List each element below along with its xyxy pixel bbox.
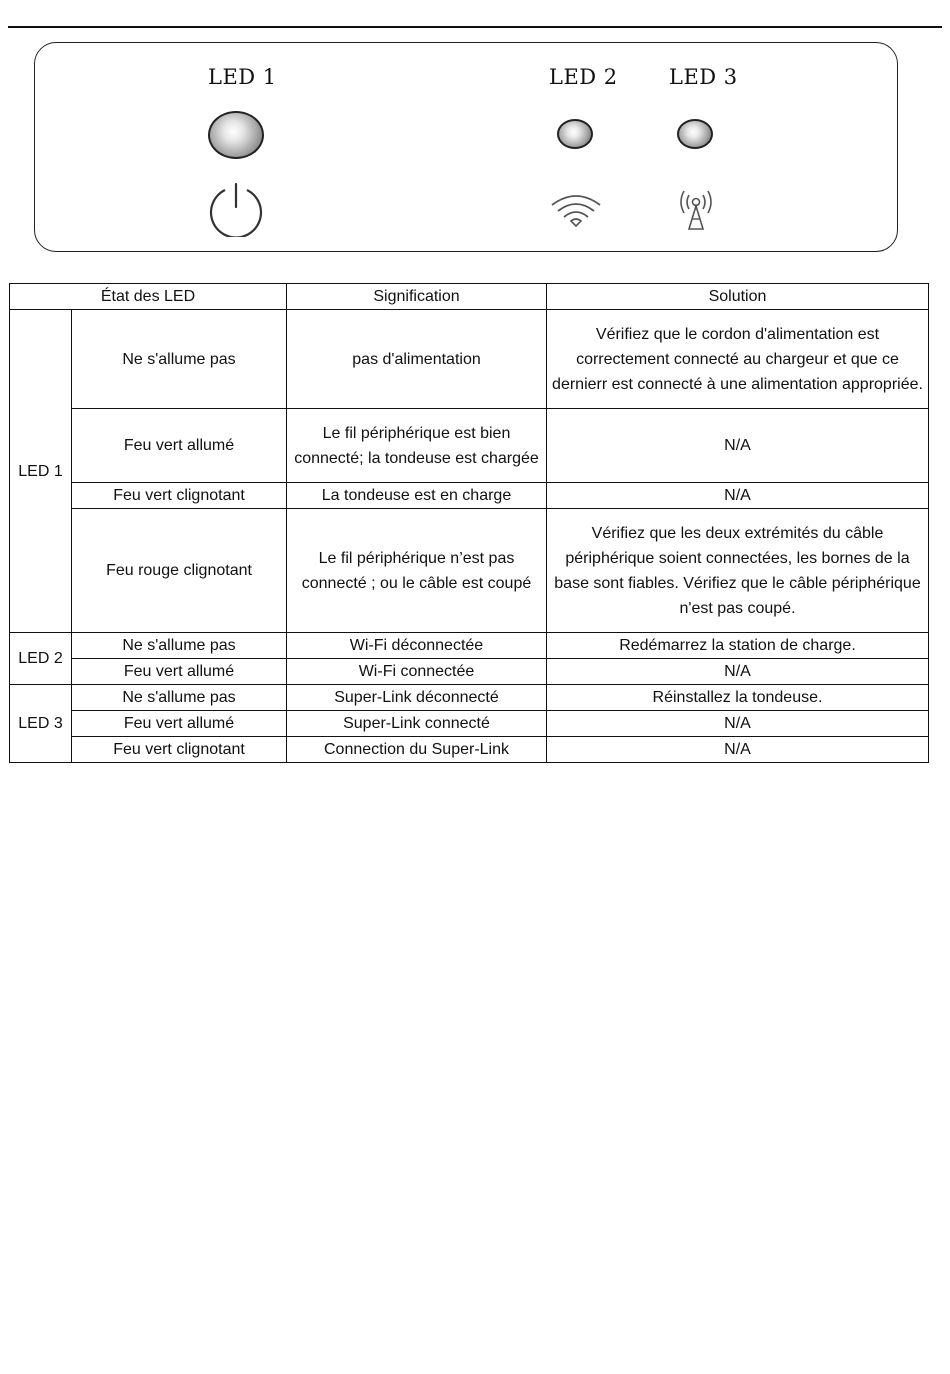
solution-cell: Vérifiez que le cordon d'alimentation est correctement connecté au chargeur et que ce dernierr est connecté à une alimentation appropriée. (547, 310, 929, 409)
charging-station-panel (34, 42, 898, 252)
state-cell: Ne s'allume pas (72, 310, 287, 409)
header-solution: Solution (547, 284, 929, 310)
solution-cell: Réinstallez la tondeuse. (547, 685, 929, 711)
led-2-label: LED 2 (549, 65, 618, 89)
meaning-cell: Super-Link déconnecté (287, 685, 547, 711)
meaning-cell: Wi-Fi déconnectée (287, 633, 547, 659)
solution-cell: N/A (547, 659, 929, 685)
table-row (10, 509, 929, 633)
state-cell: Feu vert allumé (72, 659, 287, 685)
table-row (10, 483, 929, 509)
meaning-cell: Le fil périphérique est bien connecté; la tondeuse est chargée (287, 409, 547, 483)
table-row (10, 685, 929, 711)
header-meaning: Signification (287, 284, 547, 310)
table-row (10, 711, 929, 737)
led-group-label: LED 1 (10, 310, 72, 633)
led-3-light (677, 119, 713, 149)
meaning-cell: Connection du Super-Link (287, 737, 547, 763)
state-cell: Feu vert allumé (72, 409, 287, 483)
top-rule (8, 26, 942, 28)
state-cell: Feu vert clignotant (72, 737, 287, 763)
table-row (10, 409, 929, 483)
meaning-cell: La tondeuse est en charge (287, 483, 547, 509)
led-2-light (557, 119, 593, 149)
meaning-cell: Wi-Fi connectée (287, 659, 547, 685)
solution-cell: Redémarrez la station de charge. (547, 633, 929, 659)
solution-cell: N/A (547, 483, 929, 509)
state-cell: Feu rouge clignotant (72, 509, 287, 633)
state-cell: Feu vert allumé (72, 711, 287, 737)
led-1-label: LED 1 (208, 65, 277, 89)
solution-cell: N/A (547, 711, 929, 737)
led-group-label: LED 2 (10, 633, 72, 685)
solution-cell: N/A (547, 737, 929, 763)
state-cell: Feu vert clignotant (72, 483, 287, 509)
table-row (10, 737, 929, 763)
antenna-icon (675, 189, 717, 231)
solution-cell: Vérifiez que les deux extrémités du câble périphérique soient connectées, les bornes de la base sont fiables. Vérifiez que le câble périphérique n'est pas coupé. (547, 509, 929, 633)
meaning-cell: Le fil périphérique n’est pas connecté ; ou le câble est coupé (287, 509, 547, 633)
led-3-label: LED 3 (669, 65, 738, 89)
power-icon (205, 181, 267, 237)
state-cell: Ne s'allume pas (72, 633, 287, 659)
table-row (10, 310, 929, 409)
table-header-row (10, 284, 929, 310)
led-group-label: LED 3 (10, 685, 72, 763)
state-cell: Ne s'allume pas (72, 685, 287, 711)
meaning-cell: Super-Link connecté (287, 711, 547, 737)
solution-cell: N/A (547, 409, 929, 483)
meaning-cell: pas d'alimentation (287, 310, 547, 409)
led-status-table (9, 283, 929, 763)
table-row (10, 633, 929, 659)
header-state: État des LED (10, 284, 287, 310)
wifi-icon (549, 193, 603, 227)
table-row (10, 659, 929, 685)
led-1-light (208, 111, 264, 159)
